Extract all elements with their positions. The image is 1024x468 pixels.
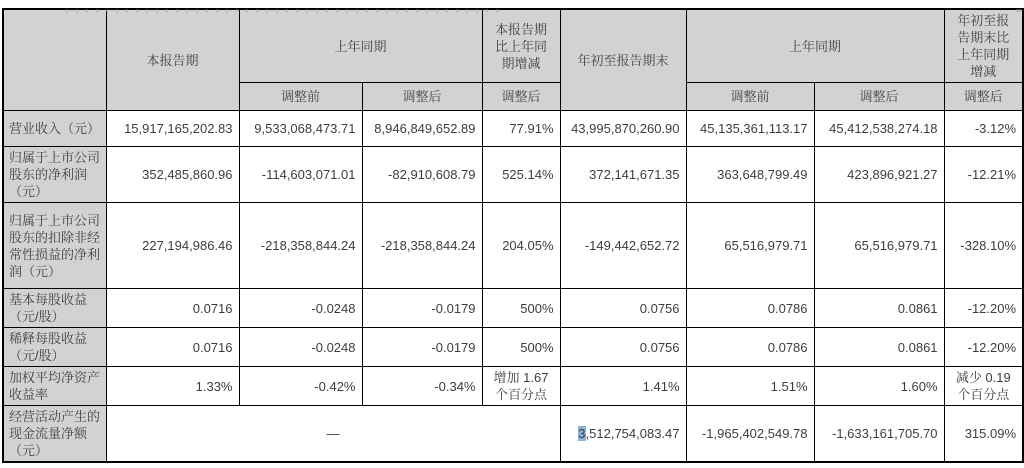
- table-cell: 65,516,979.71: [814, 203, 944, 289]
- table-cell: 0.0786: [686, 328, 814, 367]
- table-row-basic-eps: [3, 289, 1023, 328]
- corner-blank-cell: [3, 9, 106, 111]
- table-cell: 65,516,979.71: [686, 203, 814, 289]
- table-cell: -218,358,844.24: [239, 203, 362, 289]
- table-cell: -0.0248: [239, 328, 362, 367]
- header-ytd-change: 年初至报告期末比上年同期增减: [944, 9, 1023, 83]
- header-prior-period-group-1: 上年同期: [239, 9, 482, 83]
- row-label: 归属于上市公司股东的净利润（元）: [3, 147, 106, 203]
- table-cell: 315.09%: [944, 406, 1023, 463]
- row-label: 归属于上市公司股东的扣除非经常性损益的净利润（元）: [3, 203, 106, 289]
- table-cell: 204.05%: [482, 203, 560, 289]
- header-row-1: [3, 9, 1023, 83]
- table-cell-with-selection: [560, 406, 686, 463]
- table-cell: -12.20%: [944, 289, 1023, 328]
- subheader-after-adjust-change-1: 调整后: [482, 83, 560, 111]
- table-row-weighted-avg-roe: [3, 367, 1023, 406]
- cutoff-text-fragment-right: [1016, 9, 1021, 12]
- row-label: 经营活动产生的现金流量净额（元）: [3, 406, 106, 463]
- table-cell: -3.12%: [944, 111, 1023, 147]
- table-cell: -1,965,402,549.78: [686, 406, 814, 463]
- table-cell: 0.0861: [814, 328, 944, 367]
- table-cell: -0.42%: [239, 367, 362, 406]
- table-cell: 减少 0.19 个百分点: [944, 367, 1023, 406]
- table-cell: 1.60%: [814, 367, 944, 406]
- table-cell: 增加 1.67 个百分点: [482, 367, 560, 406]
- table-row-revenue: [3, 111, 1023, 147]
- table-cell: 363,648,799.49: [686, 147, 814, 203]
- table-cell: 423,896,921.27: [814, 147, 944, 203]
- table-row-diluted-eps: [3, 328, 1023, 367]
- row-label: 稀释每股收益（元/股）: [3, 328, 106, 367]
- table-cell: 227,194,986.46: [106, 203, 239, 289]
- table-cell: -82,910,608.79: [362, 147, 482, 203]
- table-cell: -149,442,652.72: [560, 203, 686, 289]
- table-cell: 372,141,671.35: [560, 147, 686, 203]
- table-cell: 0.0716: [106, 289, 239, 328]
- table-cell: 9,533,068,473.71: [239, 111, 362, 147]
- table-cell: -0.0248: [239, 289, 362, 328]
- header-prior-period-group-2: 上年同期: [686, 9, 944, 83]
- table-cell: 45,412,538,274.18: [814, 111, 944, 147]
- table-cell: 1.33%: [106, 367, 239, 406]
- table-cell: 8,946,849,652.89: [362, 111, 482, 147]
- table-cell: -0.0179: [362, 289, 482, 328]
- table-cell: 1.41%: [560, 367, 686, 406]
- subheader-after-adjust-2: 调整后: [814, 83, 944, 111]
- table-cell: -0.0179: [362, 328, 482, 367]
- table-cell: 500%: [482, 328, 560, 367]
- table-cell: 500%: [482, 289, 560, 328]
- table-cell: -114,603,071.01: [239, 147, 362, 203]
- table-row-operating-cash-flow: [3, 406, 1023, 463]
- table-cell: 43,995,870,260.90: [560, 111, 686, 147]
- table-cell-rest: ,512,754,083.47: [585, 426, 680, 441]
- table-row-net-profit: [3, 147, 1023, 203]
- table-cell: -0.34%: [362, 367, 482, 406]
- table-cell: 1.51%: [686, 367, 814, 406]
- table-cell: -328.10%: [944, 203, 1023, 289]
- subheader-after-adjust-change-2: 调整后: [944, 83, 1023, 111]
- table-cell: -218,358,844.24: [362, 203, 482, 289]
- table-cell: 525.14%: [482, 147, 560, 203]
- table-cell: 0.0716: [106, 328, 239, 367]
- financial-summary-table: [2, 8, 1024, 463]
- merged-dash-cell: —: [106, 406, 560, 463]
- table-cell: 0.0756: [560, 328, 686, 367]
- table-cell: -1,633,161,705.70: [814, 406, 944, 463]
- header-ytd: 年初至报告期末: [560, 9, 686, 111]
- subheader-before-adjust-2: 调整前: [686, 83, 814, 111]
- table-cell: 0.0756: [560, 289, 686, 328]
- header-period-change: 本报告期比上年同期增减: [482, 9, 560, 83]
- table-cell: 15,917,165,202.83: [106, 111, 239, 147]
- cutoff-text-fragments: [66, 9, 502, 12]
- table-cell: 352,485,860.96: [106, 147, 239, 203]
- row-label: 营业收入（元）: [3, 111, 106, 147]
- table-cell: -12.21%: [944, 147, 1023, 203]
- selected-text: 3: [578, 426, 586, 441]
- table-cell: 77.91%: [482, 111, 560, 147]
- subheader-after-adjust-1: 调整后: [362, 83, 482, 111]
- row-label: 基本每股收益（元/股）: [3, 289, 106, 328]
- subheader-before-adjust-1: 调整前: [239, 83, 362, 111]
- table-cell: 0.0786: [686, 289, 814, 328]
- header-current-period: 本报告期: [106, 9, 239, 111]
- table-row-net-profit-excl-nonrecurring: [3, 203, 1023, 289]
- table-cell: 0.0861: [814, 289, 944, 328]
- table-cell: -12.20%: [944, 328, 1023, 367]
- row-label: 加权平均净资产收益率: [3, 367, 106, 406]
- table-cell: 45,135,361,113.17: [686, 111, 814, 147]
